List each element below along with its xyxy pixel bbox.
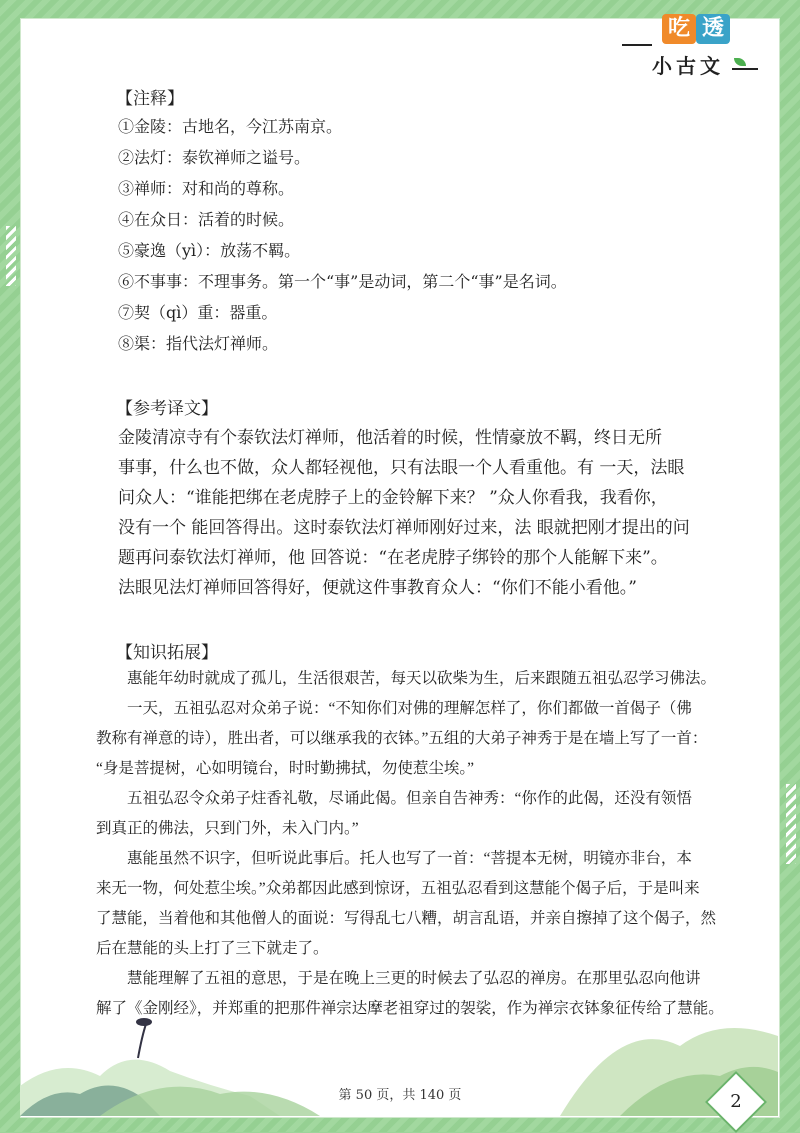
note-item: ③禅师：对和尚的尊称。 [118,179,295,198]
extension-line: 教称有禅意的诗），胜出者，可以继承我的衣钵。”五组的大弟子神秀于是在墙上写了一首： [96,730,708,747]
notes-title: 【注释】 [116,89,184,109]
frame-tick-right [786,784,796,864]
extension-title: 【知识拓展】 [116,643,218,663]
tree-canopy-icon [136,1018,152,1026]
translation-title: 【参考译文】 [116,399,218,419]
note-item: ④在众日：活着的时候。 [118,210,295,229]
note-item: ⑥不事事：不理事务。第一个“事”是动词，第二个“事”是名词。 [118,272,567,291]
extension-line: 后在慧能的头上打了三下就走了。 [96,940,329,957]
extension-line: 到真正的佛法，只到门外，未入门内。” [96,820,359,837]
extension-line: 五祖弘忍令众弟子炷香礼敬，尽诵此偈。但亲自告神秀：“你作的此偈，还没有领悟 [96,790,692,807]
brand-logo [622,14,762,84]
note-item: ②法灯：泰钦禅师之谥号。 [118,148,311,167]
translation-line: 法眼见法灯禅师回答得好，便就这件事教育众人：“你们不能小看他。” [118,578,637,598]
leaf-icon [734,58,746,66]
extension-line: “身是菩提树，心如明镜台，时时勤拂拭，勿使惹尘埃。” [96,760,475,777]
extension-line: 一天，五祖弘忍对众弟子说：“不知你们对佛的理解怎样了，你们都做一首偈子（佛 [96,700,692,717]
translation-line: 问众人：“谁能把绑在老虎脖子上的金铃解下来？ ”众人你看我，我看你， [118,488,668,508]
extension-line: 解了《金刚经》，并郑重的把那件禅宗达摩老祖穿过的袈裟，作为禅宗衣钵象征传给了慧能。 [96,1000,724,1017]
extension-line: 惠能年幼时就成了孤儿，生活很艰苦，每天以砍柴为生，后来跟随五祖弘忍学习佛法。 [96,670,717,687]
note-item: ⑦契（qì）重：器重。 [118,303,278,322]
logo-tou: 透 [696,14,730,44]
logo-chi: 吃 [662,14,696,44]
note-item: ⑤豪逸（yì）：放荡不羁。 [118,241,301,260]
note-item: ①金陵：古地名，今江苏南京。 [118,117,343,136]
logo-line-decoration [622,44,652,46]
page-badge-number: 2 [730,1091,742,1112]
tree-icon [138,1024,146,1058]
translation-line: 没有一个 能回答得出。这时泰钦法灯禅师刚好过来，法 眼就把刚才提出的问 [118,518,690,538]
extension-line: 来无一物，何处惹尘埃。”众弟都因此感到惊讶，五祖弘忍看到这慧能个偈子后，于是叫来 [96,880,700,897]
extension-line: 惠能虽然不识字，但听说此事后。托人也写了一首：“菩提本无树，明镜亦非台，本 [96,850,692,867]
logo-subtitle: 小古文 [652,54,724,78]
translation-line: 题再问泰钦法灯禅师，他 回答说：“在老虎脖子绑铃的那个人能解下来”。 [118,548,668,568]
translation-line: 金陵清凉寺有个泰钦法灯禅师，他活着的时候，性情豪放不羁，终日无所 [118,428,662,448]
page-footer: 第 50 页，共 140 页 [338,1088,462,1103]
extension-line: 慧能理解了五祖的意思，于是在晚上三更的时候去了弘忍的禅房。在那里弘忍向他讲 [96,970,701,987]
note-item: ⑧渠：指代法灯禅师。 [118,334,279,353]
logo-line-decoration [732,68,758,70]
extension-line: 了慧能，当着他和其他僧人的面说：写得乱七八糟，胡言乱语，并亲自擦掉了这个偈子，然 [96,910,717,927]
frame-tick-left [6,226,16,286]
translation-line: 事事，什么也不做，众人都轻视他，只有法眼一个人看重他。有 一天，法眼 [118,458,685,478]
